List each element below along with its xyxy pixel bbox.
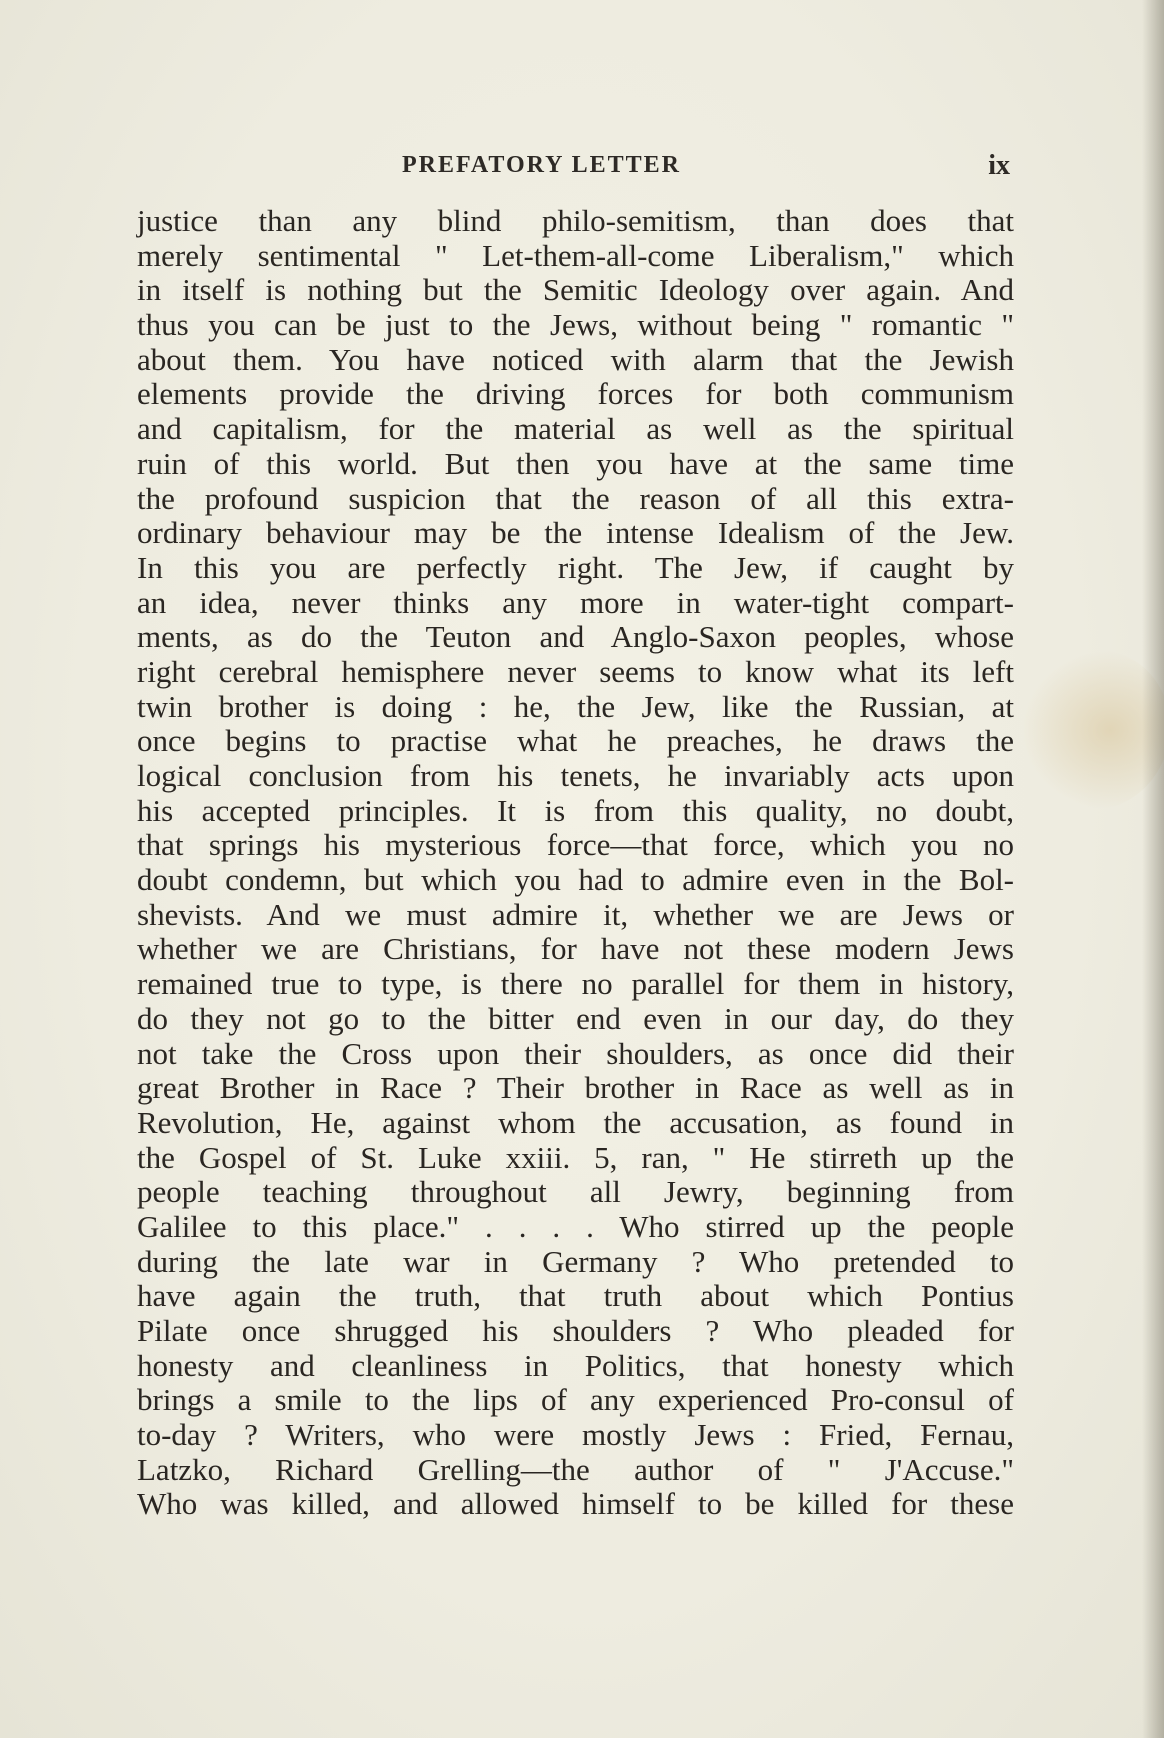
text-line: the Gospel of St. Luke xxiii. 5, ran, " He stirreth up the	[137, 1139, 1014, 1175]
text-line: Galilee to this place." . . . . Who stirred up the people	[137, 1208, 1014, 1244]
text-line: that springs his mysterious force—that force, which you no	[137, 827, 1014, 863]
text-line: In this you are perfectly right. The Jew, if caught by	[137, 549, 1014, 585]
page-header	[137, 150, 1014, 186]
text-line: do they not go to the bitter end even in our day, do they	[137, 1000, 1014, 1036]
text-line: justice than any blind philo-semitism, than does that	[137, 203, 1014, 238]
text-line: people teaching throughout all Jewry, beginning from	[137, 1174, 1014, 1210]
text-line: elements provide the driving forces for both communism	[137, 376, 1014, 412]
text-line: twin brother is doing : he, the Jew, like the Russian, at	[137, 688, 1014, 724]
text-line: remained true to type, is there no parallel for them in history,	[137, 966, 1014, 1002]
text-line: Latzko, Richard Grelling—the author of " J'Accuse."	[137, 1451, 1014, 1487]
running-head: PREFATORY LETTER	[402, 152, 681, 178]
text-line: his accepted principles. It is from this quality, no doubt,	[137, 792, 1014, 828]
text-line: honesty and cleanliness in Politics, that honesty which	[137, 1347, 1014, 1383]
text-line: in itself is nothing but the Semitic Ideology over again. And	[137, 272, 1014, 308]
text-line: Who was killed, and allowed himself to be killed for these	[137, 1486, 1014, 1522]
text-line: during the late war in Germany ? Who pretended to	[137, 1243, 1014, 1279]
text-line: doubt condemn, but which you had to admire even in the Bol-	[137, 862, 1014, 898]
text-line: brings a smile to the lips of any experienced Pro-consul of	[137, 1382, 1014, 1418]
page-edge-shadow	[1142, 0, 1164, 1738]
text-line: not take the Cross upon their shoulders, as once did their	[137, 1035, 1014, 1071]
text-line: ruin of this world. But then you have at the same time	[137, 445, 1014, 481]
text-line: once begins to practise what he preaches, he draws the	[137, 723, 1014, 759]
text-line: right cerebral hemisphere never seems to know what its left	[137, 653, 1014, 689]
text-line: and capitalism, for the material as well as the spiritual	[137, 411, 1014, 447]
text-line: the profound suspicion that the reason of all this extra-	[137, 480, 1014, 516]
text-line: ments, as do the Teuton and Anglo-Saxon peoples, whose	[137, 619, 1014, 655]
text-line: whether we are Christians, for have not these modern Jews	[137, 931, 1014, 967]
page-number: ix	[988, 150, 1010, 181]
text-line: have again the truth, that truth about which Pontius	[137, 1278, 1014, 1314]
text-line: logical conclusion from his tenets, he invariably acts upon	[137, 758, 1014, 793]
text-line: an idea, never thinks any more in water-tight compart-	[137, 584, 1014, 620]
text-line: shevists. And we must admire it, whether we are Jews or	[137, 896, 1014, 932]
text-line: thus you can be just to the Jews, without being " romantic "	[137, 307, 1014, 343]
body-text	[137, 204, 1014, 1522]
text-line: Pilate once shrugged his shoulders ? Who pleaded for	[137, 1313, 1014, 1348]
text-line: to-day ? Writers, who were mostly Jews : Fried, Fernau,	[137, 1417, 1014, 1453]
text-line: Revolution, He, against whom the accusation, as found in	[137, 1104, 1014, 1140]
text-line: about them. You have noticed with alarm that the Jewish	[137, 341, 1014, 377]
text-line: great Brother in Race ? Their brother in Race as well as in	[137, 1070, 1014, 1106]
text-line: ordinary behaviour may be the intense Idealism of the Jew.	[137, 515, 1014, 551]
text-line: merely sentimental " Let-them-all-come Liberalism," which	[137, 237, 1014, 273]
